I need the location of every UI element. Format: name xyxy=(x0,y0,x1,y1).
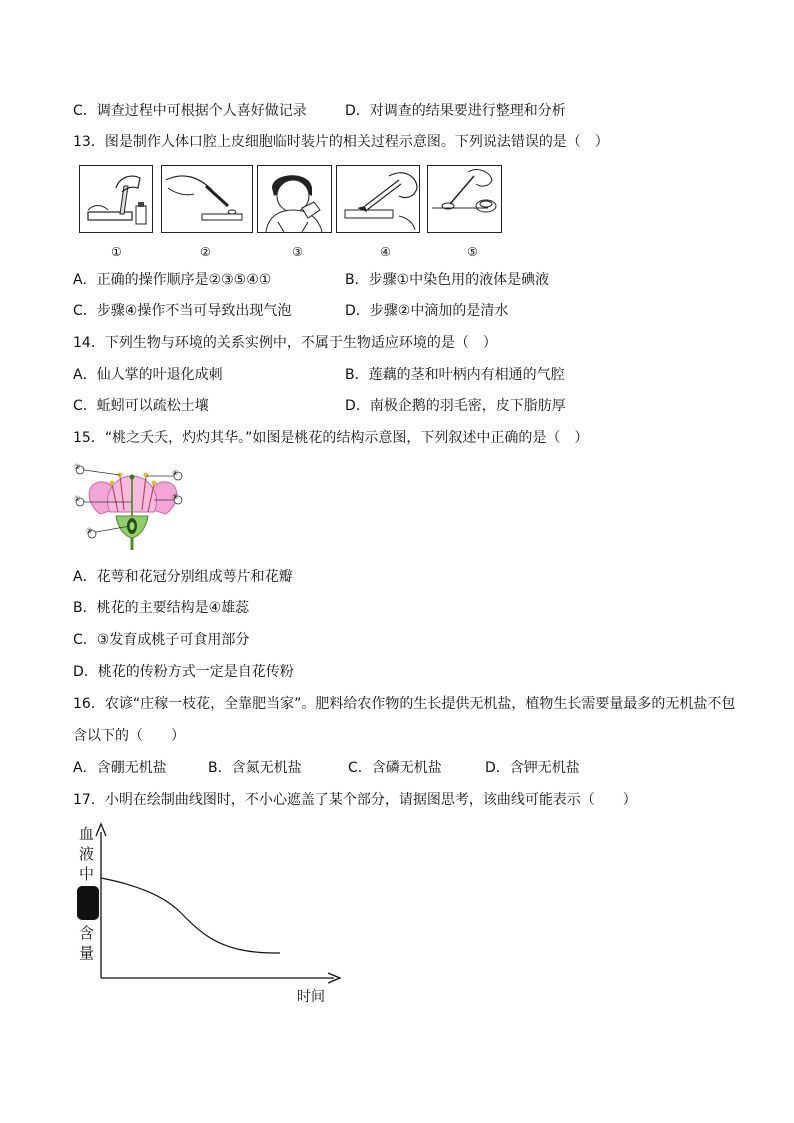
y-label-char: 液 xyxy=(79,845,95,863)
q13-step-label: ⑤ xyxy=(467,245,478,259)
q17-stem: 17．小明在绘制曲线图时，不小心遮盖了某个部分，请据图思考，该曲线可能表示（ ） xyxy=(73,792,637,808)
q14-option-a: A．仙人掌的叶退化成刺 xyxy=(73,367,223,383)
q13-step2-figure xyxy=(161,165,253,233)
peach-flower-figure xyxy=(74,462,194,552)
q14-option-b: B．莲藕的茎和叶柄内有相通的气腔 xyxy=(345,367,565,383)
dropper-water-icon xyxy=(162,166,252,232)
q13-step-label: ② xyxy=(200,245,211,259)
q13-option-a: A．正确的操作顺序是②③⑤④① xyxy=(73,272,272,288)
y-label-char: 含 xyxy=(79,924,95,942)
q16-option-d: D．含钾无机盐 xyxy=(485,760,580,776)
flower-label: ① xyxy=(74,495,81,503)
q13-step-label: ④ xyxy=(380,245,391,259)
blood-content-curve-chart xyxy=(72,818,352,1008)
q13-stem: 13．图是制作人体口腔上皮细胞临时装片的相关过程示意图。下列说法错误的是（ ） xyxy=(73,134,609,150)
dropper-stain-icon xyxy=(80,166,152,232)
q15-option-c: C．③发育成桃子可食用部分 xyxy=(73,632,250,648)
q13-step-label: ① xyxy=(111,245,122,259)
q16-option-b: B．含氮无机盐 xyxy=(208,760,302,776)
cotton-swab-smear-icon xyxy=(428,166,501,232)
y-label-char: 中 xyxy=(79,865,95,883)
flower-label: ④ xyxy=(172,469,179,477)
q15-stem: 15．“桃之夭夭，灼灼其华。”如图是桃花的结构示意图，下列叙述中正确的是（ ） xyxy=(73,430,589,446)
q13-step4-figure xyxy=(336,165,420,233)
q13-option-d: D．步骤②中滴加的是清水 xyxy=(345,303,509,319)
flower-label: ② xyxy=(74,463,81,471)
q16-stem-line1: 16．农谚“庄稼一枝花，全靠肥当家”。肥料给农作物的生长提供无机盐，植物生长需要量最多的无机盐不包 xyxy=(73,696,736,712)
y-label-char: 量 xyxy=(79,944,95,962)
curve-plot xyxy=(72,818,352,1008)
q16-option-a: A．含硼无机盐 xyxy=(73,760,167,776)
q13-option-c: C．步骤④操作不当可导致出现气泡 xyxy=(73,303,292,319)
q12-option-c: C．调查过程中可根据个人喜好做记录 xyxy=(73,103,307,119)
q12-option-d: D．对调查的结果要进行整理和分析 xyxy=(345,103,566,119)
q15-option-b: B．桃花的主要结构是④雄蕊 xyxy=(73,600,250,616)
q16-option-c: C．含磷无机盐 xyxy=(348,760,442,776)
q16-stem-line2: 含以下的（ ） xyxy=(73,728,185,744)
q14-option-d: D．南极企鹅的羽毛密，皮下脂肪厚 xyxy=(345,398,566,414)
q13-step3-figure xyxy=(257,165,332,233)
y-label-char: 血 xyxy=(79,825,95,843)
q14-option-c: C．蚯蚓可以疏松土壤 xyxy=(73,398,209,414)
hidden-label-mask xyxy=(77,886,99,920)
q13-step-label: ③ xyxy=(292,245,303,259)
q15-option-d: D．桃花的传粉方式一定是自花传粉 xyxy=(73,664,294,680)
q13-step5-figure xyxy=(427,165,502,233)
person-scraping-cheek-icon xyxy=(258,166,331,232)
q14-stem: 14．下列生物与环境的关系实例中，不属于生物适应环境的是（ ） xyxy=(73,335,497,351)
q13-option-b: B．步骤①中染色用的液体是碘液 xyxy=(345,272,550,288)
flower-label: ③ xyxy=(86,527,93,535)
q15-option-a: A．花萼和花冠分别组成萼片和花瓣 xyxy=(73,569,293,585)
x-axis-label: 时间 xyxy=(297,989,325,1005)
q13-step1-figure xyxy=(79,165,153,233)
flower-label: ⑤ xyxy=(172,493,179,501)
decreasing-curve xyxy=(101,878,280,953)
tweezers-coverslip-icon xyxy=(337,166,419,232)
